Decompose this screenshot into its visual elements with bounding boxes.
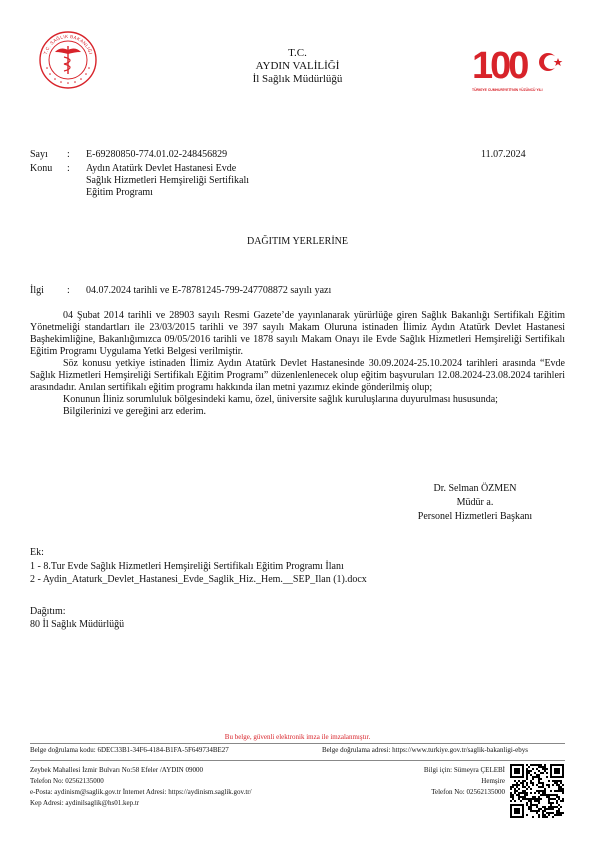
verify-code: Belge doğrulama kodu: 6DEC33B1-34F6-4184-B1FA-5F649734BE27 xyxy=(30,746,229,754)
paragraph-1: 04 Şubat 2014 tarihli ve 28903 sayılı Resmi Gazete’de yayınlanarak yürürlüğe giren Sağlık Bakanlığı Sertifikalı Eğitim Yönetmeliği standartları ile 23/03/2015 tarihli ve 397 sayılı Makam Oluruna istinaden İlimiz Aydın Atatürk Devlet Hastanesi Başhekimliğine, Bakanlığımızca 09/05/2016 tarihli ve 1878 sayılı Makam Onayı ile Evde Sağlık Hizmetleri Hemşireliği Sertifikalı Eğitim Programı Uygulama Yetki Belgesi verilmiştir. xyxy=(30,310,565,357)
ilgi-value: 04.07.2024 tarihli ve E-78781245-799-247708872 sayılı yazı xyxy=(86,285,332,296)
esign-notice: Bu belge, güvenli elektronik imza ile imzalanmıştır. xyxy=(224,733,371,741)
attachment-item: 2 - Aydin_Ataturk_Devlet_Hastanesi_Evde_Saglik_Hiz._Hem.__SEP_Ilan (1).docx xyxy=(30,574,367,585)
signatory-title-1: Müdür a. xyxy=(456,497,494,508)
footer-phone: Telefon No: 02562135000 xyxy=(30,777,104,785)
distribution-label: Dağıtım: xyxy=(30,606,66,617)
info-phone: Telefon No: 02562135000 xyxy=(431,788,505,796)
header-directorate: İl Sağlık Müdürlüğü xyxy=(252,73,343,85)
header-tc: T.C. xyxy=(288,47,307,59)
footer-divider-top xyxy=(30,743,565,744)
info-contact: Bilgi için: Sümeyra ÇELEBİ xyxy=(423,766,505,774)
ilgi-colon: : xyxy=(67,285,70,296)
konu-label: Konu xyxy=(30,163,53,174)
body xyxy=(30,310,565,418)
paragraph-2: Söz konusu yetkiye istinaden İlimiz Aydın Atatürk Devlet Hastanesinde 30.09.2024-25.10.2024 tarihleri arasında “Evde Sağlık Hizmetleri Hemşireliği Sertifikalı Eğitim Programı” düzenlenlenecek olup eğitim başvuruları 12.08.2024-23.08.2024 tarihleri arasındadır. Anılan sertifikalı eğitim programı hakkında ilan metni yazımız ekinde gönderilmiş olup; xyxy=(30,358,565,393)
footer-kep: Kep Adresi: aydinilsaglik@hs01.kep.tr xyxy=(30,799,140,807)
konu-line-1: Aydın Atatürk Devlet Hastanesi Evde xyxy=(86,163,237,174)
document-date: 11.07.2024 xyxy=(481,149,526,160)
signatory-title-2: Personel Hizmetleri Başkanı xyxy=(417,511,533,522)
recipient: DAĞITIM YERLERİNE xyxy=(246,236,348,247)
konu-line-3: Eğitim Programı xyxy=(86,187,153,198)
signatory-name: Dr. Selman ÖZMEN xyxy=(433,483,517,494)
footer-divider-bottom xyxy=(30,760,565,761)
sayi-label: Sayı xyxy=(30,149,48,160)
sayi-colon: : xyxy=(67,149,70,160)
sayi-value: E-69280850-774.01.02-248456829 xyxy=(86,149,228,160)
verify-address: Belge doğrulama adresi: https://www.turkiye.gov.tr/saglik-bakanligi-ebys xyxy=(322,746,528,754)
centennial-caption: TÜRKİYE CUMHURİYETİ'NİN YÜZÜNCÜ YILI xyxy=(472,88,543,92)
ilgi-label: İlgi xyxy=(30,285,44,296)
paragraph-4: Bilgilerinizi ve gereğini arz ederim. xyxy=(63,406,206,417)
footer-email-web: e-Posta: aydinism@saglik.gov.tr İnternet Adresi: https://aydinism.saglik.gov.tr/ xyxy=(30,788,252,796)
attachment-item: 1 - 8.Tur Evde Sağlık Hizmetleri Hemşireliği Sertifikalı Eğitim Programı İlanı xyxy=(30,561,344,572)
centennial-number: 100 xyxy=(472,45,527,84)
konu-line-2: Sağlık Hizmetleri Hemşireliği Sertifikalı xyxy=(86,175,250,186)
paragraph-3: Konunun İliniz sorumluluk bölgesindeki kamu, özel, üniversite sağlık kuruluşlarına duyurulması hususunda; xyxy=(63,394,498,405)
header-governorship: AYDIN VALİLİĞİ xyxy=(255,60,340,72)
svg-text:T.C. SAĞLIK BAKANLIĞI: T.C. SAĞLIK BAKANLIĞI xyxy=(42,33,94,56)
info-title: Hemşire xyxy=(481,777,505,785)
qr-code xyxy=(510,764,564,818)
konu-colon: : xyxy=(67,163,70,174)
footer-address: Zeybek Mahallesi İzmir Bulvarı No:58 Efeler /AYDIN 09000 xyxy=(30,766,203,774)
attachments-label: Ek: xyxy=(30,547,44,558)
distribution-value: 80 İl Sağlık Müdürlüğü xyxy=(30,619,125,630)
